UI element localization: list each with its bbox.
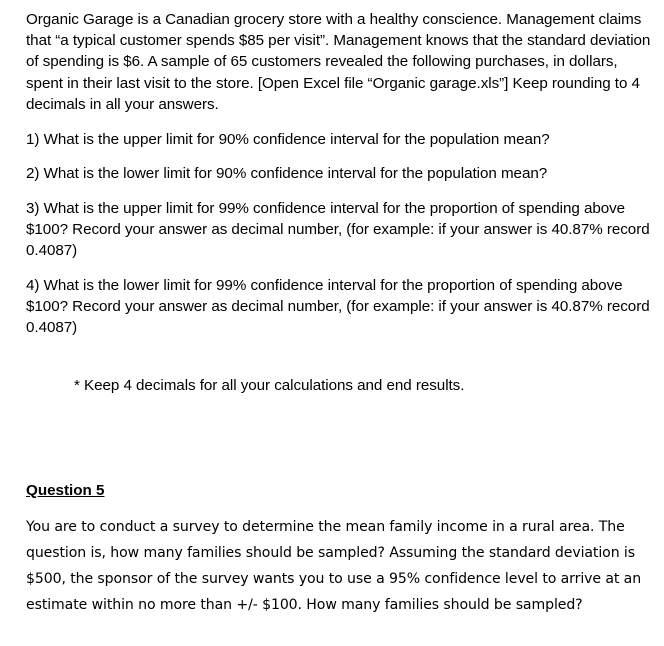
question-1: 1) What is the upper limit for 90% confidence interval for the population mean? <box>26 131 550 148</box>
intro-paragraph: Organic Garage is a Canadian grocery store with a healthy conscience. Management claims that “a typical customer spends $85 per visit”. Management knows that the standard deviation of spending is $6. A sample of 65 customers revealed the following purchases, in dollars, spent in their last visit to the store. [Open Excel file “Organic garage.xls”] Keep rounding to 4 decimals in all your answers. <box>26 11 651 113</box>
rounding-note: * Keep 4 decimals for all your calculations and end results. <box>74 377 465 394</box>
question-2: 2) What is the lower limit for 90% confidence interval for the population mean? <box>26 165 548 182</box>
question-4: 4) What is the lower limit for 99% confidence interval for the proportion of spending above $100? Record your answer as decimal number, (for example: if your answer is 40.87% record 0.4087) <box>26 277 650 337</box>
question-5-heading: Question 5 <box>26 482 105 499</box>
question-5-body: You are to conduct a survey to determine the mean family income in a rural area. The question is, how many families should be sampled? Assuming the standard deviation is $500, the sponsor of the survey wants you to use a 95% confidence level to arrive at an estimate within no more than +/- $100. How many families should be sampled? <box>26 519 642 613</box>
question-3: 3) What is the upper limit for 99% confidence interval for the proportion of spending above $100? Record your answer as decimal number, (for example: if your answer is 40.87% record 0.4087) <box>26 200 650 260</box>
